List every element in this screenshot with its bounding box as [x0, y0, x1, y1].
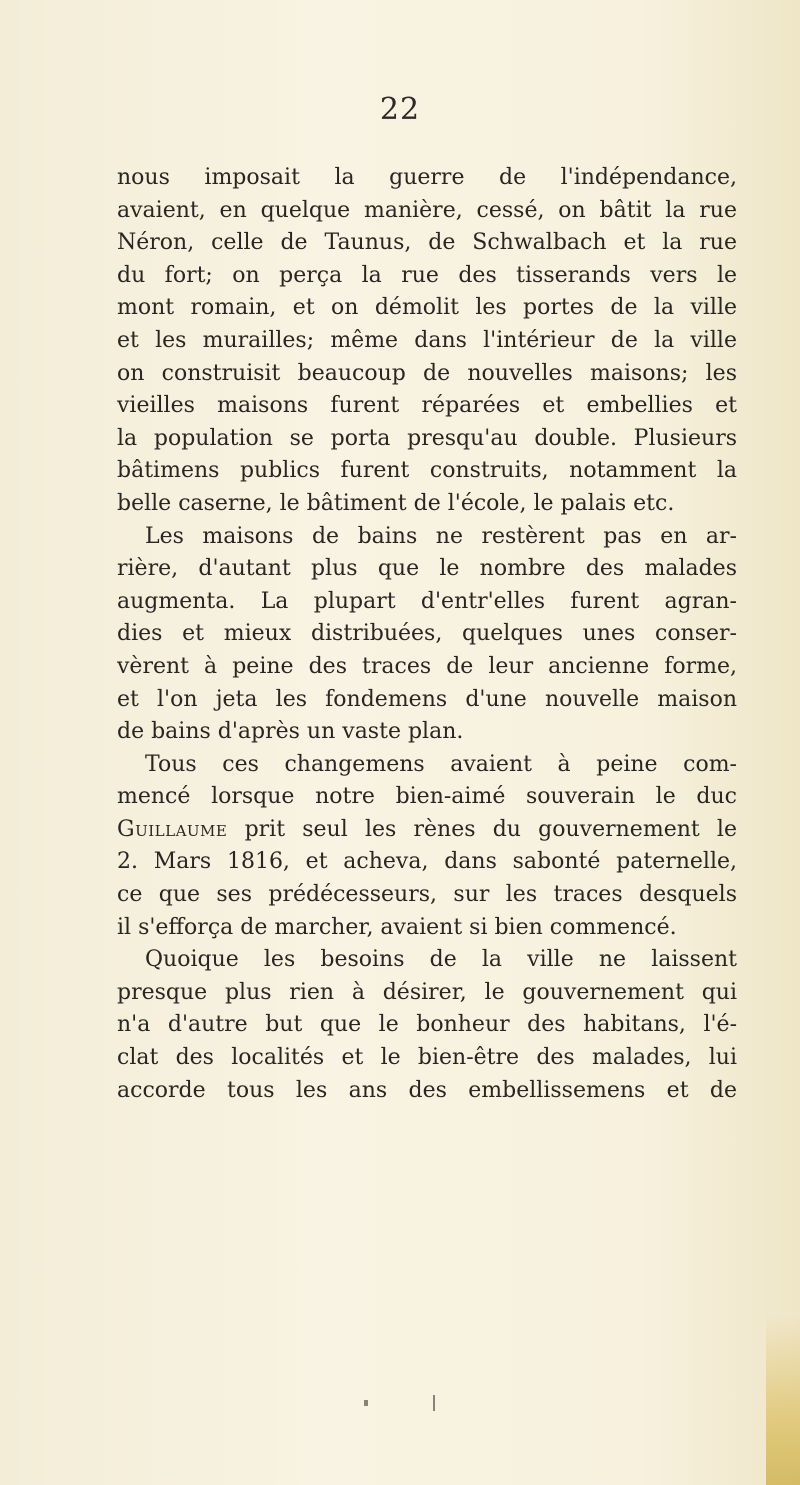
text-line: belle caserne, le bâtiment de l'école, le palais etc.: [117, 490, 675, 516]
text-line: presque plus rien à désirer, le gouvernement qui: [117, 979, 737, 1005]
text-line: et les murailles; même dans l'intérieur de la ville: [117, 327, 737, 353]
paragraph-start-line: Les maisons de bains ne restèrent pas en ar-: [145, 523, 737, 549]
body-text: [117, 162, 737, 1107]
text-line: 2. Mars 1816, et acheva, dans sabonté paternelle,: [117, 849, 737, 875]
paragraph-start-line: Quoique les besoins de la ville ne laissent: [145, 947, 737, 973]
text-line: accorde tous les ans des embellissemens et de: [117, 1077, 737, 1103]
text-line: rière, d'autant plus que le nombre des malades: [117, 556, 737, 582]
text-line: augmenta. La plupart d'entr'elles furent agran-: [117, 588, 737, 614]
text-line: dies et mieux distribuées, quelques unes conser-: [117, 621, 737, 647]
text-line: mencé lorsque notre bien-aimé souverain le duc: [117, 784, 737, 810]
text-line: avaient, en quelque manière, cessé, on bâtit la rue: [117, 197, 737, 223]
paper-mark: [364, 1400, 368, 1406]
text-line: n'a d'autre but que le bonheur des habitans, l'é-: [117, 1012, 737, 1038]
text-line: de bains d'après un vaste plan.: [117, 719, 464, 745]
text-line: vieilles maisons furent réparées et embellies et: [117, 393, 737, 419]
text-line: bâtimens publics furent construits, notamment la: [117, 458, 737, 484]
paper-mark: [433, 1395, 435, 1411]
text-line: vèrent à peine des traces de leur ancienne forme,: [117, 653, 737, 679]
text-line: Néron, celle de Taunus, de Schwalbach et la rue: [117, 230, 737, 256]
text-line: ce que ses prédécesseurs, sur les traces desquels: [117, 882, 737, 908]
text-line: du fort; on perça la rue des tisserands vers le: [117, 262, 737, 288]
text-line: [117, 814, 737, 847]
text-line: nous imposait la guerre de l'indépendance,: [117, 165, 737, 190]
text-line: on construisit beaucoup de nouvelles maisons; les: [117, 360, 737, 386]
smallcaps-name: Guillaume: [117, 816, 228, 842]
text-line: la population se porta presqu'au double. Plusieurs: [117, 425, 737, 451]
text-line: clat des localités et le bien-être des malades, lui: [117, 1045, 737, 1071]
paper-stain: [766, 1315, 800, 1485]
line-continuation: prit seul les rènes du gouvernement le: [244, 816, 737, 842]
text-line: mont romain, et on démolit les portes de la ville: [117, 295, 737, 321]
page-number: 22: [379, 92, 421, 127]
paragraph-start-line: Tous ces changemens avaient à peine com-: [145, 751, 737, 777]
text-line: et l'on jeta les fondemens d'une nouvelle maison: [117, 686, 737, 712]
text-line: il s'efforça de marcher, avaient si bien commencé.: [117, 914, 677, 940]
